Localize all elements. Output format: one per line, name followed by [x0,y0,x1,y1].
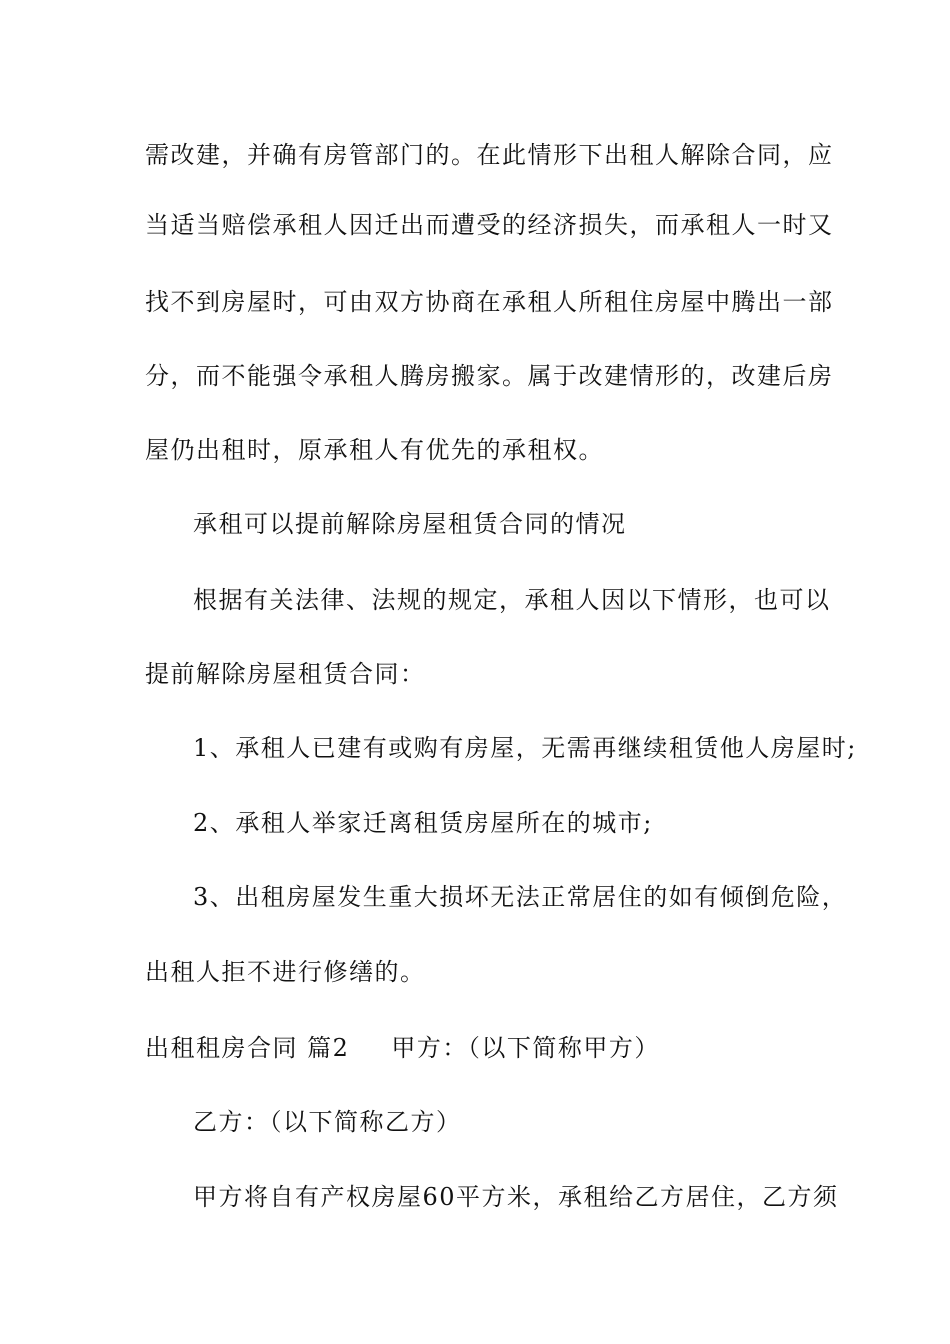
paragraph-line: 根据有关法律、法规的规定，承租人因以下情形，也可以 [193,586,831,614]
section-heading-line [145,1028,660,1068]
list-item: 2、承租人举家迁离租赁房屋所在的城市; [193,809,653,837]
paragraph-line: 当适当赔偿承租人因迁出而遭受的经济损失，而承租人一时又 [145,211,834,239]
party-b-label: 乙方：（以下简称乙方） [193,1108,462,1136]
paragraph-line: 需改建，并确有房管部门的。在此情形下出租人解除合同，应 [145,141,834,169]
paragraph-line: 甲方将自有产权房屋60平方米，承租给乙方居住，乙方须 [193,1183,839,1211]
subheading: 承租可以提前解除房屋租赁合同的情况 [193,510,627,538]
section-title: 出租租房合同 篇2 [145,1034,350,1062]
paragraph-line: 分，而不能强令承租人腾房搬家。属于改建情形的，改建后房 [145,362,834,390]
paragraph-line: 屋仍出租时，原承租人有优先的承租权。 [145,436,604,464]
list-item: 1、承租人已建有或购有房屋，无需再继续租赁他人房屋时; [193,734,857,762]
paragraph-line: 提前解除房屋租赁合同： [145,660,426,688]
paragraph-line: 找不到房屋时，可由双方协商在承租人所租住房屋中腾出一部 [145,288,834,316]
list-item: 3、出租房屋发生重大损坏无法正常居住的如有倾倒危险， [193,883,848,911]
paragraph-line: 出租人拒不进行修缮的。 [145,958,426,986]
party-a-label: 甲方：（以下简称甲方） [391,1034,660,1062]
